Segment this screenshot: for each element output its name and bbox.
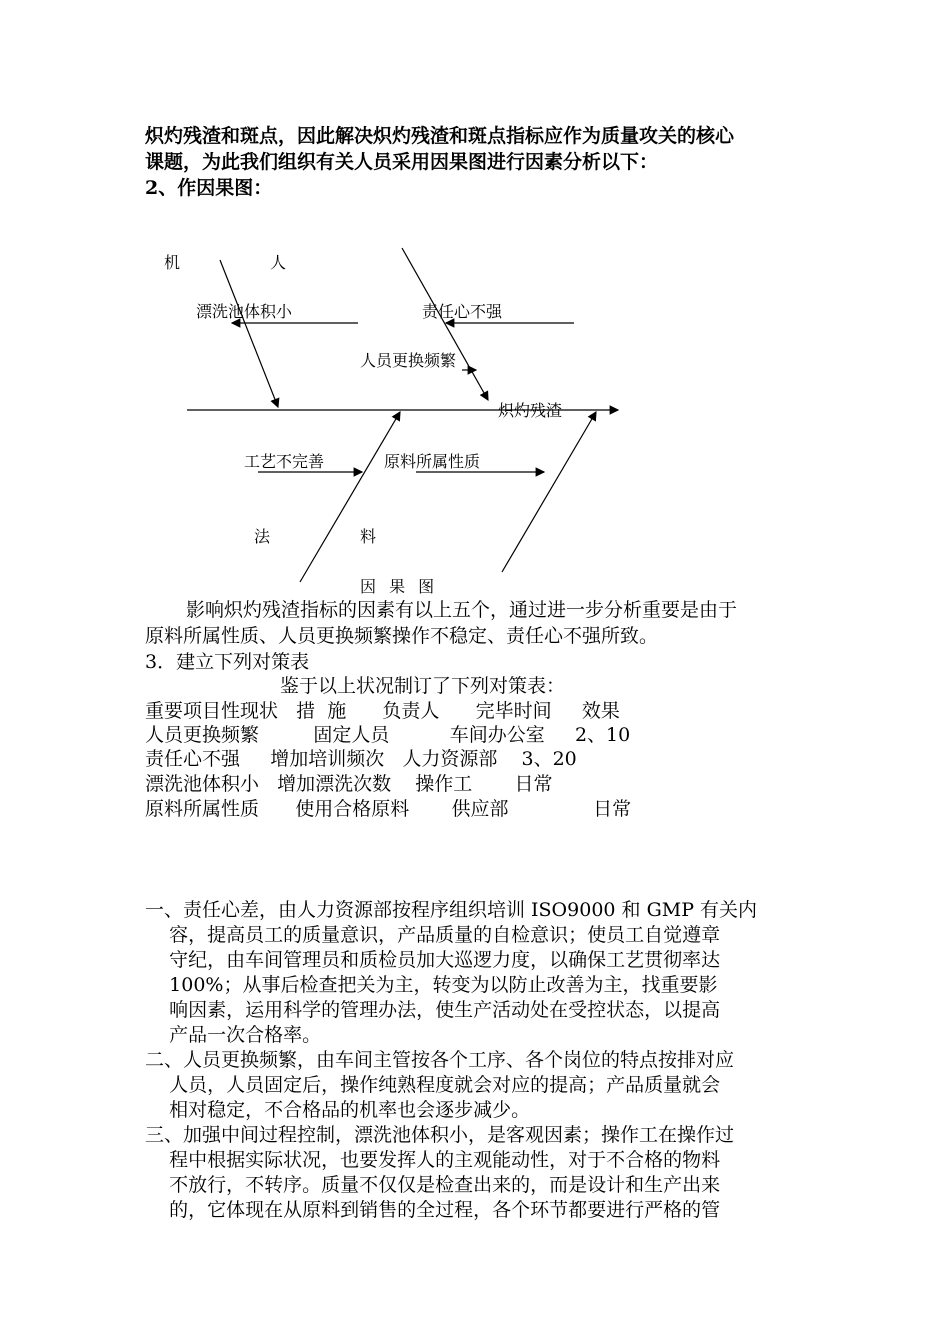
diagram-caption: 因 果 图: [360, 577, 439, 596]
measure-2-line: 人员，人员固定后，操作纯熟程度就会对应的提高；产品质量就会: [145, 1074, 721, 1096]
effect-label: 炽灼残渣: [498, 401, 563, 420]
cause-staff-label: 人员更换频繁: [360, 351, 457, 370]
measure-1-line: 守纪，由车间管理员和质检员加大巡逻力度，以确保工艺贯彻率达: [145, 949, 721, 971]
cause-responsibility-label: 责任心不强: [422, 302, 503, 321]
measure-3-line: 程中根据实际状况，也要发挥人的主观能动性，对于不合格的物料: [145, 1149, 721, 1171]
cause-process-label: 工艺不完善: [244, 452, 325, 471]
measure-2-line: 相对稳定，不合格品的机率也会逐步减少。: [145, 1099, 531, 1121]
bone-machine: [220, 260, 278, 407]
intro-line-1: 炽灼残渣和斑点，因此解决炽灼残渣和斑点指标应作为质量攻关的核心: [145, 125, 735, 147]
fishbone-diagram: [140, 230, 640, 590]
intro-line-2: 课题，为此我们组织有关人员采用因果图进行因素分析以下：: [145, 151, 659, 173]
table-row: 原料所属性质 使用合格原料 供应部 日常: [145, 798, 632, 820]
table-row: 漂洗池体积小 增加漂洗次数 操作工 日常: [145, 773, 553, 795]
measure-3-line: 的，它体现在从原料到销售的全过程，各个环节都要进行严格的管: [145, 1199, 721, 1221]
section-3-subtitle: 鉴于以上状况制订了下列对策表：: [280, 675, 566, 697]
measure-1-line: 一、责任心差，由人力资源部按程序组织培训 ISO9000 和 GMP 有关内: [145, 899, 758, 921]
measure-1-line: 产品一次合格率。: [145, 1024, 322, 1046]
measure-1-line: 容，提高员工的质量意识，产品质量的自检意识；使员工自觉遵章: [145, 924, 721, 946]
cause-tank-label: 漂洗池体积小: [196, 302, 293, 321]
measure-1-line: 响因素，运用科学的管理办法，使生产活动处在受控状态，以提高: [145, 999, 721, 1021]
bone-material: [502, 412, 596, 572]
table-row: 人员更换频繁 固定人员 车间办公室 2、10: [145, 724, 631, 746]
measure-1-line: 100%；从事后检查把关为主，转变为以防止改善为主，找重要影: [145, 974, 718, 996]
analysis-line-1: 影响炽灼残渣指标的因素有以上五个，通过进一步分析重要是由于: [186, 599, 738, 621]
category-material: 料: [360, 527, 377, 546]
cause-material-label: 原料所属性质: [384, 452, 481, 471]
bone-person: [402, 248, 488, 400]
category-machine: 机: [164, 253, 181, 272]
measure-3-line: 不放行，不转序。质量不仅仅是检查出来的，而是设计和生产出来: [145, 1174, 721, 1196]
measure-2-line: 二、人员更换频繁，由车间主管按各个工序、各个岗位的特点按排对应: [145, 1049, 735, 1071]
category-person: 人: [270, 253, 287, 272]
table-row: 责任心不强 增加培训频次 人力资源部 3、20: [145, 748, 577, 770]
category-method: 法: [254, 527, 271, 546]
table-header: 重要项目性现状 措 施 负责人 完毕时间 效果: [145, 700, 620, 722]
section-2-heading: 2、作因果图：: [145, 177, 273, 199]
measure-3-line: 三、加强中间过程控制，漂洗池体积小，是客观因素；操作工在操作过: [145, 1124, 735, 1146]
section-3-heading: 3．建立下列对策表: [145, 651, 310, 673]
analysis-line-2: 原料所属性质、人员更换频繁操作不稳定、责任心不强所致。: [145, 625, 659, 647]
bone-method: [300, 412, 400, 582]
